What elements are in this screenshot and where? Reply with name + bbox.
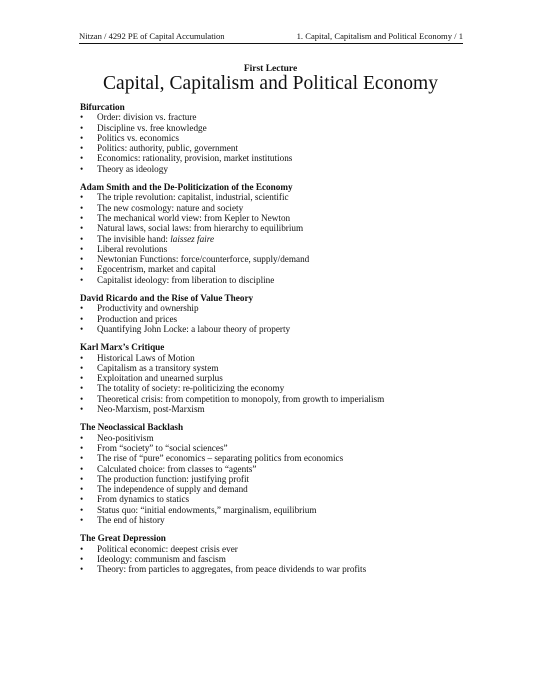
outline-section <box>80 342 480 414</box>
list-item <box>80 324 480 334</box>
bullet-icon: • <box>80 553 84 564</box>
list-item <box>80 192 480 202</box>
bullet-icon: • <box>80 243 84 254</box>
list-item <box>80 383 480 393</box>
list-item-text: Exploitation and unearned surplus <box>97 373 223 384</box>
bullet-list <box>80 433 480 526</box>
bullet-icon: • <box>80 313 84 324</box>
list-item <box>80 112 480 122</box>
list-item-text: The new cosmology: nature and society <box>97 202 244 213</box>
lecture-outline <box>80 102 480 582</box>
list-item-text: Theory as ideology <box>97 163 168 174</box>
list-item <box>80 234 480 244</box>
list-item-text: Politics: authority, public, government <box>97 143 239 154</box>
list-item <box>80 203 480 213</box>
list-item-text: Liberal revolutions <box>97 243 168 254</box>
bullet-icon: • <box>80 223 84 234</box>
list-item <box>80 164 480 174</box>
list-item-text: The totality of society: re-politicizing the economy <box>97 383 285 394</box>
bullet-list <box>80 353 480 415</box>
list-item <box>80 453 480 463</box>
list-item-text: The end of history <box>97 514 165 525</box>
list-item <box>80 474 480 484</box>
bullet-icon: • <box>80 254 84 265</box>
bullet-icon: • <box>80 212 84 223</box>
list-item <box>80 353 480 363</box>
bullet-icon: • <box>80 274 84 285</box>
section-heading: David Ricardo and the Rise of Value Theory <box>80 293 254 304</box>
list-item <box>80 564 480 574</box>
bullet-icon: • <box>80 494 84 505</box>
list-item-text: The production function: justifying profit <box>97 473 250 484</box>
bullet-icon: • <box>80 143 84 154</box>
outline-section <box>80 422 480 525</box>
bullet-icon: • <box>80 323 84 334</box>
list-item-text: Theoretical crisis: from competition to monopoly, from growth to imperialism <box>97 393 385 404</box>
list-item <box>80 153 480 163</box>
bullet-icon: • <box>80 393 84 404</box>
page-title: Capital, Capitalism and Political Economy <box>102 73 439 94</box>
bullet-icon: • <box>80 373 84 384</box>
bullet-icon: • <box>80 404 84 415</box>
list-item-text: Calculated choice: from classes to “agents” <box>97 463 257 474</box>
bullet-icon: • <box>80 233 84 244</box>
bullet-icon: • <box>80 352 84 363</box>
list-item-text: Production and prices <box>97 313 178 324</box>
bullet-icon: • <box>80 543 84 554</box>
outline-section <box>80 182 480 285</box>
list-item-text: The invisible hand: <box>97 233 171 244</box>
list-item <box>80 213 480 223</box>
bullet-icon: • <box>80 112 84 123</box>
bullet-list <box>80 303 480 334</box>
list-item <box>80 433 480 443</box>
list-item-text: Politics vs. economics <box>97 132 179 143</box>
list-item <box>80 123 480 133</box>
list-item <box>80 505 480 515</box>
list-item-text: Capitalism as a transitory system <box>97 362 219 373</box>
outline-section <box>80 102 480 174</box>
list-item <box>80 394 480 404</box>
list-item-text: From “society” to “social sciences” <box>97 442 228 453</box>
bullet-icon: • <box>80 202 84 213</box>
outline-section <box>80 533 480 574</box>
list-item <box>80 494 480 504</box>
bullet-icon: • <box>80 504 84 515</box>
list-item-text: The independence of supply and demand <box>97 484 248 495</box>
list-item <box>80 133 480 143</box>
list-item <box>80 515 480 525</box>
bullet-icon: • <box>80 163 84 174</box>
bullet-icon: • <box>80 264 84 275</box>
list-item-text: Status quo: “initial endowments,” marginalism, equilibrium <box>97 504 317 515</box>
list-item <box>80 363 480 373</box>
list-item <box>80 264 480 274</box>
bullet-icon: • <box>80 383 84 394</box>
running-header <box>79 31 463 44</box>
list-item <box>80 464 480 474</box>
outline-section <box>80 293 480 334</box>
list-item-text: Newtonian Functions: force/counterforce, supply/demand <box>97 254 310 265</box>
bullet-icon: • <box>80 442 84 453</box>
list-item-text: Egocentrism, market and capital <box>97 264 216 275</box>
bullet-icon: • <box>80 303 84 314</box>
list-item-text: The triple revolution: capitalist, industrial, scientific <box>97 192 289 203</box>
list-item-text: Neo-Marxism, post-Marxism <box>97 404 205 415</box>
list-item-text: Order: division vs. fracture <box>97 112 197 123</box>
list-item-text: Historical Laws of Motion <box>97 352 195 363</box>
section-heading: Karl Marx’s Critique <box>80 342 165 353</box>
bullet-icon: • <box>80 564 84 575</box>
list-item <box>80 484 480 494</box>
bullet-icon: • <box>80 153 84 164</box>
list-item <box>80 544 480 554</box>
section-heading: The Neoclassical Backlash <box>80 422 184 433</box>
bullet-list <box>80 544 480 575</box>
bullet-list <box>80 192 480 285</box>
list-item-text: The rise of “pure” economics – separating politics from economics <box>97 453 344 464</box>
bullet-list <box>80 112 480 174</box>
list-item <box>80 275 480 285</box>
list-item-italic-text: laissez faire <box>170 233 215 244</box>
bullet-icon: • <box>80 484 84 495</box>
list-item-text: Discipline vs. free knowledge <box>97 122 207 133</box>
bullet-icon: • <box>80 122 84 133</box>
list-item <box>80 554 480 564</box>
list-item <box>80 373 480 383</box>
list-item-text: From dynamics to statics <box>97 494 190 505</box>
list-item <box>80 244 480 254</box>
bullet-icon: • <box>80 362 84 373</box>
list-item <box>80 314 480 324</box>
list-item-text: The mechanical world view: from Kepler to Newton <box>97 212 291 223</box>
list-item-text: Neo-positivism <box>97 432 154 443</box>
bullet-icon: • <box>80 463 84 474</box>
lecture-label: First Lecture <box>243 64 298 74</box>
list-item-text: Quantifying John Locke: a labour theory of property <box>97 323 291 334</box>
list-item <box>80 254 480 264</box>
bullet-icon: • <box>80 473 84 484</box>
bullet-icon: • <box>80 514 84 525</box>
bullet-icon: • <box>80 432 84 443</box>
section-heading: Bifurcation <box>80 102 125 112</box>
list-item-text: Productivity and ownership <box>97 303 199 314</box>
bullet-icon: • <box>80 132 84 143</box>
list-item-text: Capitalist ideology: from liberation to discipline <box>97 274 275 285</box>
bullet-icon: • <box>80 453 84 464</box>
list-item <box>80 223 480 233</box>
list-item <box>80 143 480 153</box>
list-item-text: Natural laws, social laws: from hierarchy to equilibrium <box>97 223 304 234</box>
header-chapter: 1. Capital, Capitalism and Political Economy / 1 <box>296 31 463 41</box>
bullet-icon: • <box>80 192 84 203</box>
list-item <box>80 404 480 414</box>
list-item-text: Economics: rationality, provision, market institutions <box>97 153 293 164</box>
list-item <box>80 443 480 453</box>
list-item-text: Theory: from particles to aggregates, from peace dividends to war profits <box>97 564 367 575</box>
list-item-text: Political economic: deepest crisis ever <box>97 543 238 554</box>
header-course: Nitzan / 4292 PE of Capital Accumulation <box>79 31 225 41</box>
list-item-text: Ideology: communism and fascism <box>97 553 226 564</box>
list-item <box>80 303 480 313</box>
section-heading: Adam Smith and the De-Politicization of the Economy <box>80 182 293 193</box>
section-heading: The Great Depression <box>80 533 166 544</box>
